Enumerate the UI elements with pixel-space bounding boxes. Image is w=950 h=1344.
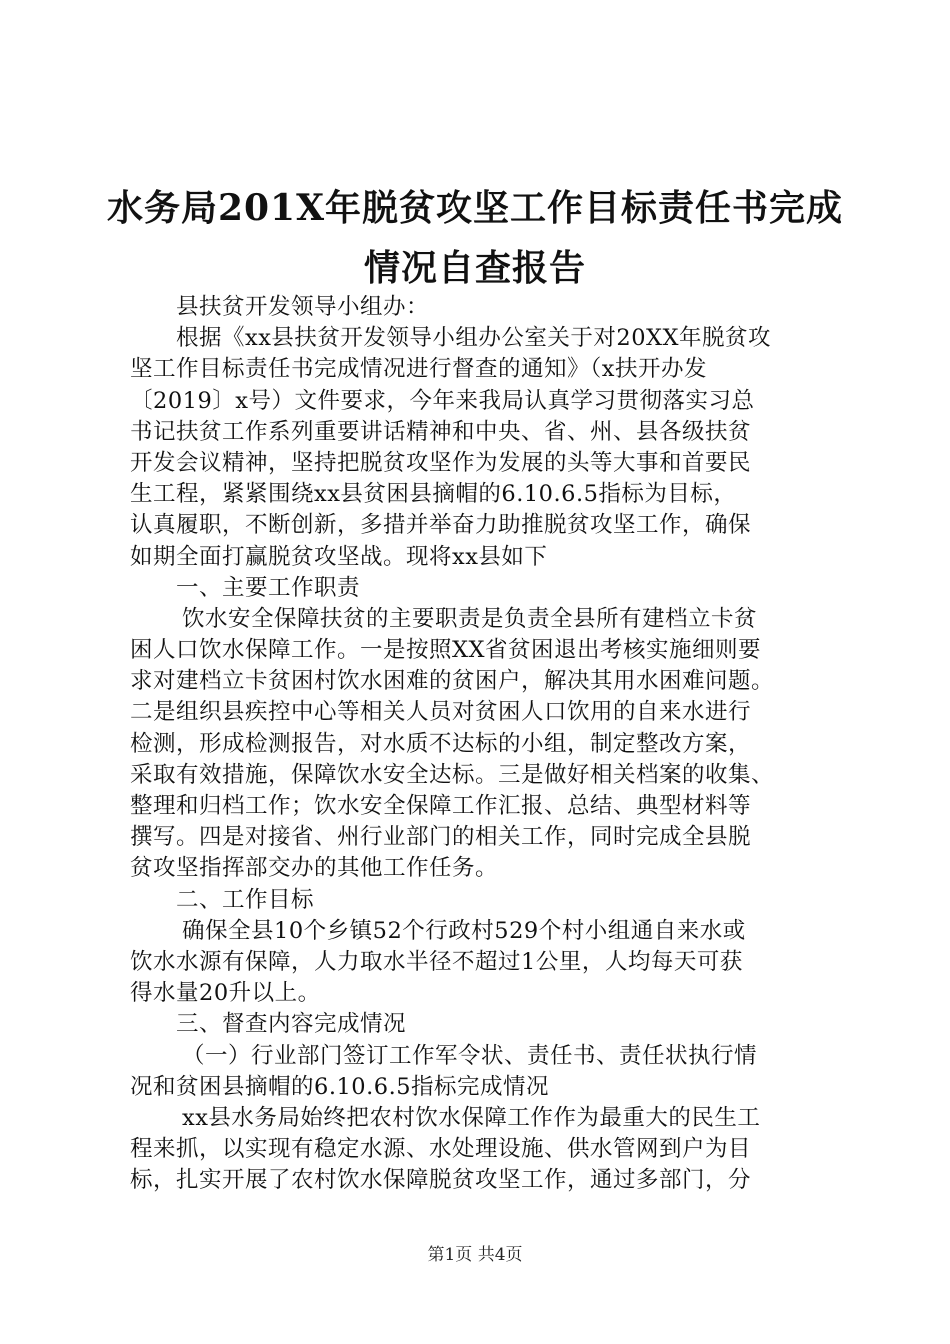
paragraph-line: 检测，形成检测报告，对水质不达标的小组，制定整改方案，: [130, 730, 752, 757]
paragraph-line: 得水量20升以上。: [130, 980, 321, 1007]
page-number-footer: 第1页 共4页: [427, 1245, 523, 1265]
paragraph-line: 书记扶贫工作系列重要讲话精神和中央、省、州、县各级扶贫: [130, 418, 752, 445]
section-heading: 三、督查内容完成情况: [176, 1011, 407, 1038]
document-body: [130, 292, 830, 1196]
paragraph-line: 标，扎实开展了农村饮水保障脱贫攻坚工作，通过多部门，分: [130, 1167, 752, 1194]
subsection-heading-continued: 况和贫困县摘帽的6.10.6.5指标完成情况: [130, 1073, 550, 1100]
paragraph-line: 困人口饮水保障工作。一是按照XX省贫困退出考核实施细则要: [130, 637, 762, 664]
paragraph-line: 求对建档立卡贫困村饮水困难的贫困户，解决其用水困难问题。: [130, 668, 775, 695]
subsection-heading: （一）行业部门签订工作军令状、责任书、责任状执行情: [182, 1042, 758, 1069]
paragraph-line: 二是组织县疾控中心等相关人员对贫困人口饮用的自来水进行: [130, 699, 752, 726]
paragraph-line: 整理和归档工作；饮水安全保障工作汇报、总结、典型材料等: [130, 793, 752, 819]
section-heading: 一、主要工作职责: [176, 574, 361, 601]
paragraph-line: 坚工作目标责任书完成情况进行督查的通知》（x扶开办发: [130, 356, 707, 383]
document-title-line-1: 水务局201X年脱贫攻坚工作目标责任书完成: [106, 187, 844, 229]
salutation: 县扶贫开发领导小组办：: [176, 294, 430, 320]
paragraph-line: 撰写。四是对接省、州行业部门的相关工作，同时完成全县脱: [130, 824, 752, 851]
document-title-line-2: 情况自查报告: [363, 247, 586, 289]
paragraph-line: xx县水务局始终把农村饮水保障工作作为最重大的民生工: [182, 1104, 761, 1131]
paragraph-line: 采取有效措施，保障饮水安全达标。三是做好相关档案的收集、: [130, 761, 775, 788]
paragraph-line: 程来抓，以实现有稳定水源、水处理设施、供水管网到户为目: [130, 1136, 752, 1163]
paragraph-line: 如期全面打赢脱贫攻坚战。现将xx县如下: [130, 543, 548, 570]
section-heading: 二、工作目标: [176, 886, 315, 913]
paragraph-line: 生工程，紧紧围绕xx县贫困县摘帽的6.10.6.5指标为目标，: [130, 481, 737, 508]
paragraph-line: 饮水安全保障扶贫的主要职责是负责全县所有建档立卡贫: [182, 605, 758, 632]
paragraph-line: 〔2019〕x号）文件要求，今年来我局认真学习贯彻落实习总: [130, 387, 755, 414]
paragraph-line: 确保全县10个乡镇52个行政村529个村小组通自来水或: [182, 917, 746, 944]
paragraph-line: 开发会议精神，坚持把脱贫攻坚作为发展的头等大事和首要民: [130, 449, 752, 476]
paragraph-line: 根据《xx县扶贫开发领导小组办公室关于对20XX年脱贫攻: [176, 325, 772, 352]
paragraph-line: 饮水水源有保障，人力取水半径不超过1公里，人均每天可获: [130, 948, 743, 975]
paragraph-line: 认真履职，不断创新，多措并举奋力助推脱贫攻坚工作，确保: [130, 512, 752, 539]
paragraph-line: 贫攻坚指挥部交办的其他工作任务。: [130, 855, 499, 882]
